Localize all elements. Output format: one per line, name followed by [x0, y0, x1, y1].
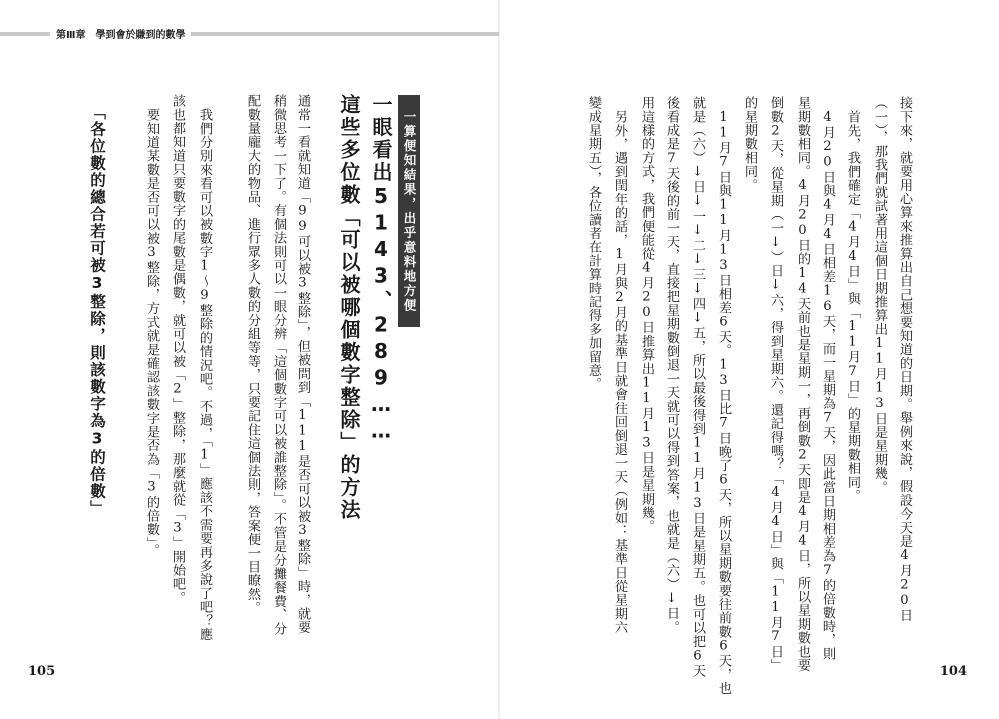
body-line: 倒數2天，從星期（一↓）日↓六，得到星期六。還記得嗎？「4月4日」與「11月7日」 — [768, 96, 783, 673]
highlight-rule: 「各位數的總合若可被3整除，則該數字為3的倍數」 — [88, 104, 106, 517]
section-heading-line-1: 一眼看出5143、289…… — [369, 94, 393, 445]
body-line: （一），那我們就試著用這個日期推算出11月13日是星期幾。 — [872, 96, 887, 494]
body-line: 稍微思考一下了。有個法則可以一眼分辨「這個數字可以被誰整除」。不管是分攤餐費、分 — [271, 94, 286, 636]
body-line: 配數量龐大的物品、進行眾多人數的分組等等，只要記住這個法則，答案便一目瞭然。 — [245, 94, 260, 615]
body-line: 接下來，就要用心算來推算出自己想要知道的日期。舉例來說，假設今天是4月20日 — [897, 96, 912, 622]
section-heading-line-2: 這些多位數「可以被哪個數字整除」的方法 — [337, 94, 361, 522]
body-line: 另外，遇到閏年的話，1月與2月的基準日就會往回倒退一天（例如：基準日從星期六 — [612, 110, 627, 635]
body-line: 4月20日與4月4日相差16天，而一星期為7天，因此當日期相差為7的倍數時，則 — [820, 110, 835, 661]
chapter-label: 第Ⅲ章 學到會於賺到的數學 — [50, 26, 191, 41]
body-line: 該也都知道只要數字的尾數是偶數，就可以被「2」整除，那麼就從「3」開始吧。 — [170, 94, 185, 605]
body-line: 用這樣的方式，我們便能從4月20日推算出11月13日是星期幾。 — [639, 96, 654, 534]
section-tag: 一算便知結果，出乎意料地方便 — [398, 95, 420, 327]
page-number: 104 — [939, 664, 967, 679]
page-number: 105 — [28, 664, 56, 679]
body-line: 變成星期五），各位讀者在計算時記得多加留意。 — [586, 96, 601, 391]
body-line: 就是（六）↓日↓一↓二↓三↓四↓五，所以最後得到11月13日是星期五。也可以把6天 — [690, 96, 705, 678]
body-line: 要知道某數是否可以被3整除，方式就是確認該數字是否為「3的倍數」。 — [144, 108, 159, 558]
body-line: 11月7日與11月13日相差6天。13日比7日晚了6天，所以星期數要往前數6天，也 — [716, 110, 731, 696]
body-line: 我們分別來看可以被數字1～9整除的情況吧。不過，「1」應該不需要再多說了吧？應 — [197, 108, 212, 642]
body-line: 後看成是7天後的前一天，直接把星期數倒退一天就可以得到答案，也就是（六）↓日。 — [664, 96, 679, 634]
right-page — [500, 0, 999, 719]
body-line: 的星期數相同。 — [742, 96, 757, 192]
body-line: 星期數相同。4月20日的14天前也是星期一，再倒數2天即是4月4日，所以星期數也要 — [795, 96, 810, 673]
body-line: 首先，我們確定「4月4日」與「11月7日」的星期數相同。 — [845, 110, 860, 503]
body-line: 通常一看就知道「99可以被3整除」，但被問到「111是否可以被3整除」時，就要 — [295, 94, 310, 635]
left-page — [0, 0, 499, 719]
